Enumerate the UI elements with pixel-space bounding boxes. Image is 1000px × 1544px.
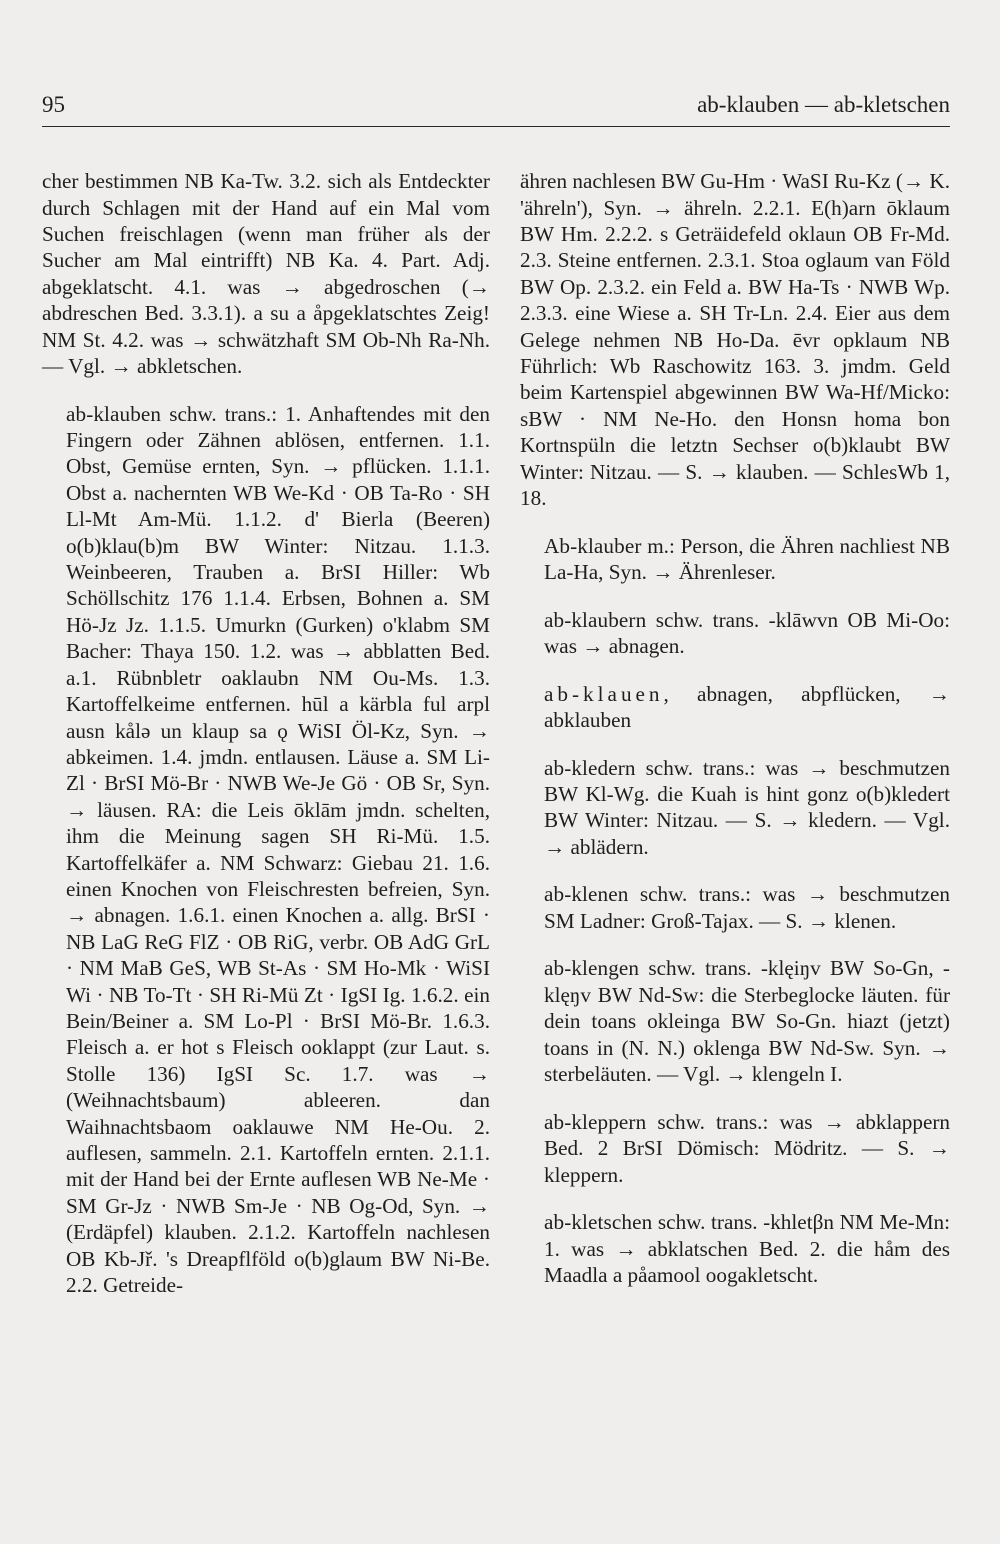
dictionary-entry [520,607,950,660]
dictionary-entry [520,1209,950,1288]
dictionary-entry [520,755,950,861]
dictionary-entry [520,681,950,734]
entry-text: m.: Person, die Ähren nachliest NB La-Ha, Syn. → Ährenleser. [544,533,950,585]
entry-text: schw. trans.: was → beschmutzen BW Kl-Wg. die Kuah is hint gonz o(b)kledert BW Winter: Nitzau. — S. → kledern. — Vgl. → ablädern. [544,755,950,859]
entry-text: schw. trans. -klāwvn OB Mi-Oo: was → abnagen. [544,607,950,659]
page-number: 95 [42,92,65,117]
entry-headword: ab-klaubern [544,607,647,632]
running-header [42,92,950,127]
entry-headword: ab-kledern [544,755,636,780]
right-column [520,147,950,1310]
dictionary-entry [42,401,490,1299]
dictionary-entry [520,955,950,1087]
entry-text: schw. trans. -khletβn NM Me-Mn: 1. was → abklatschen Bed. 2. die håm des Maadla a påamool oogakletscht. [544,1210,951,1287]
entry-text: schw. trans.: was → beschmutzen SM Ladner: Groß-Tajax. — S. → klenen. [544,882,951,933]
entry-text: schw. trans.: was → abklappern Bed. 2 BrSI Dömisch: Mödritz. — S. → kleppern. [544,1109,950,1187]
entry-headword: ab-klengen [544,956,640,981]
entry-headword: ab-kleppern [544,1109,647,1134]
entry-headword: ab-klenen [544,882,629,907]
entry-headword: ab-klauben [66,401,162,426]
entry-text: , abnagen, abpflücken, → abklauben [544,681,950,733]
continuation-text: ähren nachlesen BW Gu-Hm · WaSI Ru-Kz (→ K. 'ähreln'), Syn. → ähreln. 2.2.1. E(h)arn ōklaum BW Hm. 2.2.2. s Geträidefeld oklaun OB Fr-Md. 2.3. Steine entfernen. 2.3.1. Stoa oglaum van Föld BW Op. 2.3.2. ein Feld a. BW Ha-Ts · NWB Wp. 2.3.3. eine Wiese a. SH Tr-Ln. 2.4. Eier aus dem Gelege nehmen NB Ho-Da. ēvr opklaum NB Führlich: Wb Raschowitz 163. 3. jmdm. Geld beim Kartenspiel abgewinnen BW Wa-Hf/Micko: sBW · NM Ne-Ho. den Honsn homa bon Kortnspüln die letztn Sechser o(b)klaubt BW Winter: Nitzau. — S. → klauben. — SchlesWb 1, 18. [520,169,950,511]
continuation-text: cher bestimmen NB Ka-Tw. 3.2. sich als Entdeckter durch Schlagen mit der Hand auf ein Mal vom Suchen freischlagen (wenn man früher als der Sucher am Mal eintrifft) NB Ka. 4. Part. Adj. abgeklatscht. 4.1. was → abgedroschen (→ abdreschen Bed. 3.3.1). a su a åpgeklatschtes Zeig! NM St. 4.2. was → schwätzhaft SM Ob-Nh Ra-Nh. — Vgl. → abkletschen. [42,169,490,379]
dictionary-entry [520,881,950,934]
running-title: ab-klauben — ab-kletschen [697,92,950,117]
entry-headword: ab-klauen [544,681,664,706]
entry-text: schw. trans.: 1. Anhaftendes mit den Fingern oder Zähnen ablösen, entfernen. 1.1. Obst, Gemüse ernten, Syn. → pflücken. 1.1.1. Obst a. nachernten WB We-Kd · OB Ta-Ro · SH Ll-Mt Am-Mü. 1.1.2. d' Bierla (Beeren) o(b)klau(b)m BW Winter: Nitzau. 1.1.3. Weinbeeren, Trauben a. BrSI Hiller: Wb Schöllschitz 176 1.1.4. Erbsen, Bohnen a. SM Hö-Jz Jz. 1.1.5. Umurkn (Gurken) o'klabm SM Bacher: Thaya 150. 1.2. was → abblatten Bed. a.1. Rübnbletr oaklaubn NM Ou-Ms. 1.3. Kartoffelkeime entfernen. hūl a kärbla ful arpl ausn kålə un klaup sa ǫ WiSI Öl-Kz, Syn. → abkeimen. 1.4. jmdn. entlausen. Läuse a. SM Li-Zl · BrSI Mö-Br · NWB We-Je Gö · OB Sr, Syn. → läusen. RA: die Leis ōklām jmdn. schelten, ihm die Meinung sagen SH Ri-Mü. 1.5. Kartoffelkäfer a. NM Schwarz: Giebau 21. 1.6. einen Knochen von Fleischresten befreien, Syn. → abnagen. 1.6.1. einen Knochen a. allg. BrSI · NB LaG ReG FlZ · OB RiG, verbr. OB AdG GrL · NM MaB GeS, WB St-As · SM Ho-Mk · WiSI Wi · NB To-Tt · SH Ri-Mü Zt · IgSI Ig. 1.6.2. ein Bein/Beiner a. SM Lo-Pl · BrSI Mö-Br. 1.6.3. Fleisch a. er hot s Fleisch ooklappt (zur Laut. s. Stolle 136) IgSI Sc. 1.7. was → (Weihnachtsbaum) ableeren. dan Waihnachtsbaom oaklauwe NM He-Ou. 2. auflesen, sammeln. 2.1. Kartoffeln ernten. 2.1.1. mit der Hand bei der Ernte auflesen WB Ne-Me · SM Gr-Jz · NWB Sm-Je · NB Og-Od, Syn. → (Erdäpfel) klauben. 2.1.2. Kartoffeln nachlesen OB Kb-Jř. 's Dreapflföld o(b)glaum BW Ni-Be. 2.2. Getreide- [66,401,491,1298]
entry-text: schw. trans. -klęiŋv BW So-Gn, -klęŋv BW Nd-Sw: die Sterbeglocke läuten. für dein toans okleinga BW So-Gn. hiazt (jetzt) toans in (N. N.) oklenga BW Nd-Sw. Syn. → sterbeläuten. — Vgl. → klengeln I. [544,956,950,1087]
entry-headword: ab-kletschen [544,1210,653,1235]
dictionary-entry [520,1109,950,1188]
left-column [42,147,490,1320]
dictionary-entry [520,533,950,586]
entry-headword: Ab-klauber [544,533,642,558]
